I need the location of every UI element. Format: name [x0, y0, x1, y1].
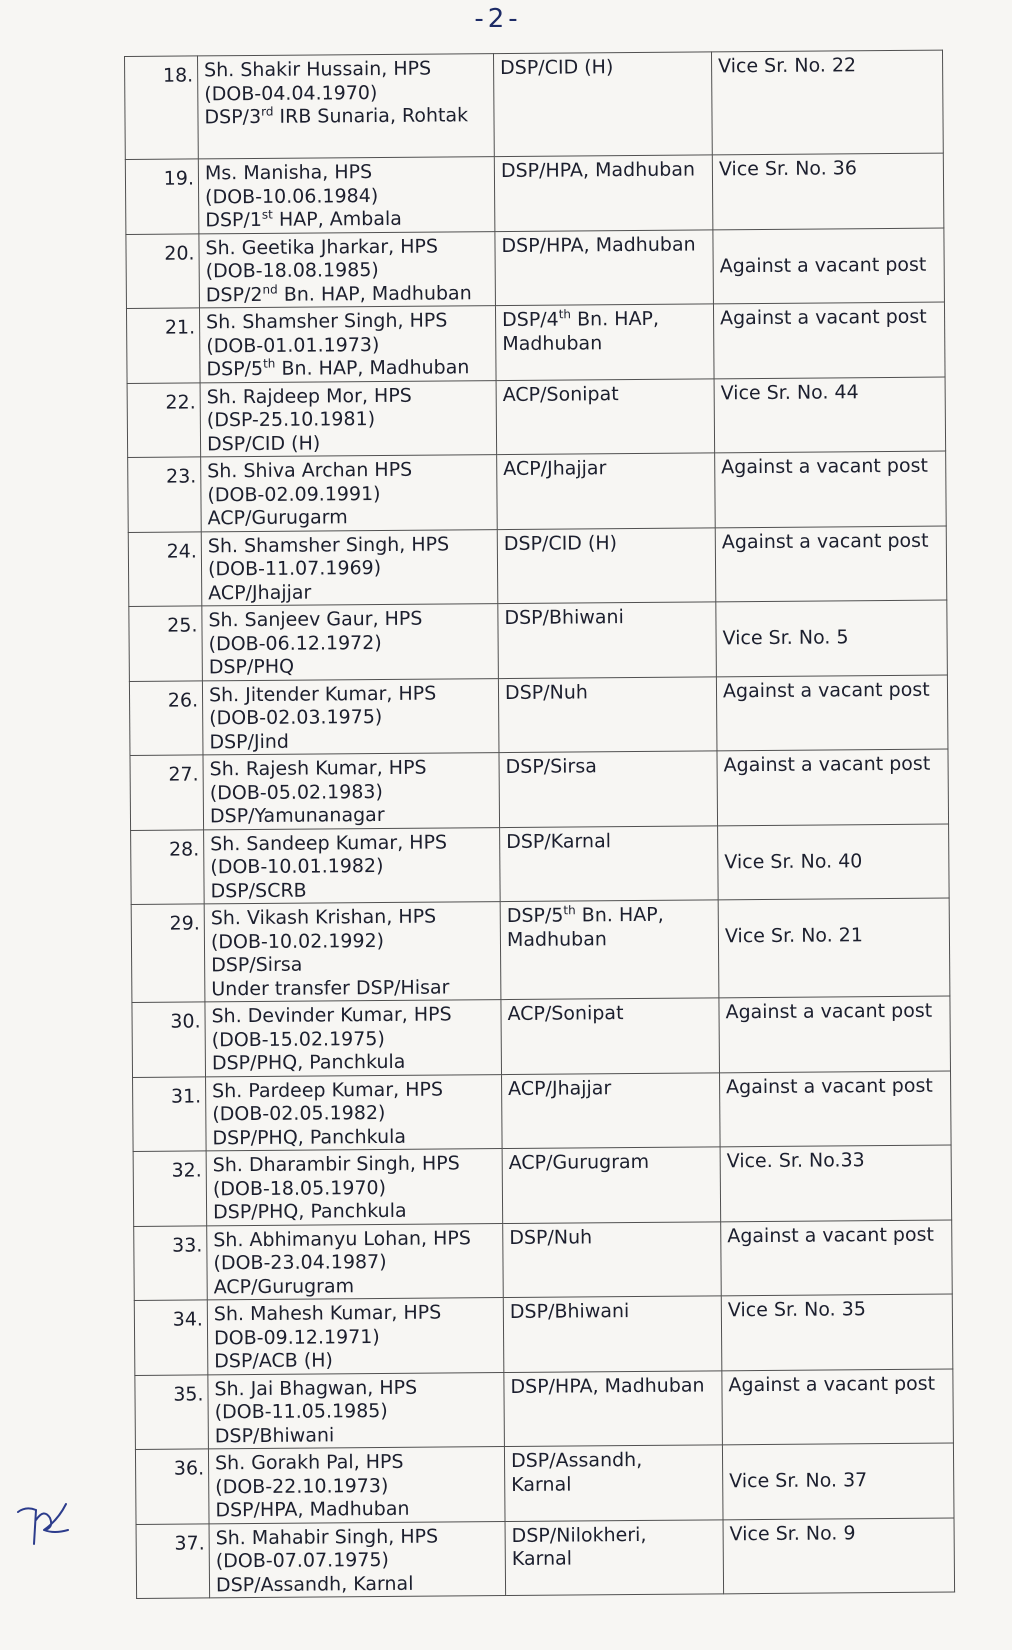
- posting-line: ACP/Jhajjar: [503, 457, 607, 481]
- officer-name: Sh. Geetika Jharkar, HPS: [205, 235, 439, 259]
- posting-line: Karnal: [511, 1473, 572, 1496]
- current-posting: DSP/PHQ: [208, 655, 295, 679]
- remarks: [714, 377, 946, 453]
- officer-details: [199, 306, 496, 383]
- new-posting: [500, 825, 719, 901]
- remarks-text: Against a vacant post: [728, 1372, 936, 1396]
- posting-line: DSP/Bhiwani: [504, 606, 624, 630]
- officer-name: Sh. Shamsher Singh, HPS: [207, 532, 450, 557]
- serial-number: 23.: [128, 457, 202, 532]
- remarks: [713, 228, 945, 304]
- serial-number: 30.: [132, 1002, 206, 1077]
- remarks-text: Vice Sr. No. 36: [718, 157, 858, 181]
- posting-line: DSP/Assandh,: [510, 1448, 643, 1473]
- posting-line: DSP/HPA, Madhuban: [501, 233, 696, 257]
- table-row: [132, 996, 951, 1077]
- posting-line: DSP/Bhiwani: [509, 1300, 630, 1324]
- current-posting: DSP/Yamunanagar: [209, 803, 385, 828]
- remarks: [718, 898, 950, 998]
- current-posting: DSP/2nd Bn. HAP, Madhuban: [205, 281, 472, 306]
- table-row: [126, 228, 945, 309]
- officer-details: [203, 753, 500, 830]
- table-row: [135, 1443, 954, 1524]
- table-row: [131, 898, 950, 1002]
- table-row: [136, 1518, 955, 1599]
- officer-name: Sh. Mahabir Singh, HPS: [215, 1525, 439, 1549]
- officer-dob: (DOB-02.05.1982): [212, 1101, 386, 1126]
- initials-signature: [14, 1500, 74, 1555]
- officer-details: [206, 1149, 503, 1226]
- new-posting: [496, 378, 715, 454]
- current-posting: DSP/SCRB: [210, 879, 307, 902]
- posting-line: Madhuban: [502, 331, 603, 355]
- posting-line: ACP/Sonipat: [507, 1002, 624, 1026]
- table-row: [128, 451, 947, 532]
- current-posting: DSP/Assandh, Karnal: [215, 1572, 414, 1596]
- serial-number: 32.: [133, 1151, 207, 1226]
- new-posting: [495, 229, 714, 305]
- officer-dob: (DOB-05.02.1983): [209, 780, 383, 804]
- officer-dob: (DSP-25.10.1981): [206, 408, 376, 432]
- officer-dob: (DOB-10.06.1984): [205, 184, 379, 208]
- posting-line: DSP/Nuh: [504, 680, 588, 704]
- officer-details: [207, 1223, 504, 1300]
- posting-line: DSP/Karnal: [506, 829, 612, 853]
- remarks-text: Against a vacant post: [727, 1223, 935, 1247]
- officer-name: Sh. Sanjeev Gaur, HPS: [208, 607, 423, 632]
- officer-name: Sh. Rajdeep Mor, HPS: [206, 384, 412, 408]
- remarks: [722, 1443, 954, 1519]
- serial-number: 33.: [134, 1225, 208, 1300]
- remarks: [721, 1220, 953, 1296]
- remarks-text: Vice Sr. No. 44: [720, 380, 859, 404]
- officer-dob: (DOB-06.12.1972): [208, 631, 382, 655]
- officer-dob: (DOB-11.05.1985): [214, 1399, 388, 1424]
- officer-details: [198, 54, 495, 159]
- officer-details: [209, 1521, 506, 1598]
- posting-line: DSP/CID (H): [500, 56, 614, 80]
- serial-number: 21.: [126, 308, 200, 383]
- serial-number: 37.: [136, 1523, 210, 1598]
- new-posting: [505, 1519, 724, 1595]
- officer-details: [202, 604, 499, 681]
- remarks: [715, 451, 947, 527]
- remarks-text: Against a vacant post: [721, 529, 929, 553]
- new-posting: [499, 751, 718, 827]
- new-posting: [498, 602, 717, 678]
- officer-details: [208, 1372, 505, 1449]
- serial-number: 24.: [128, 531, 202, 606]
- new-posting: [501, 998, 720, 1074]
- new-posting: [497, 453, 716, 529]
- officer-name: Sh. Sandeep Kumar, HPS: [210, 830, 448, 855]
- posting-line: DSP/HPA, Madhuban: [510, 1373, 705, 1398]
- remarks: [716, 675, 948, 751]
- remarks-text: Vice Sr. No. 5: [722, 626, 849, 650]
- serial-number: 36.: [135, 1449, 209, 1524]
- serial-number: 22.: [127, 382, 201, 457]
- officer-name: Sh. Abhimanyu Lohan, HPS: [213, 1226, 471, 1251]
- officer-name: Sh. Shakir Hussain, HPS: [204, 57, 432, 82]
- officer-dob: (DOB-02.03.1975): [209, 705, 383, 730]
- officer-name: Sh. Jai Bhagwan, HPS: [214, 1376, 418, 1400]
- officer-name: Sh. Jitender Kumar, HPS: [208, 682, 437, 706]
- remarks: [717, 749, 949, 825]
- serial-number: 20.: [126, 233, 200, 308]
- remarks: [720, 1071, 952, 1147]
- serial-number: 35.: [135, 1374, 209, 1449]
- table-row: [126, 302, 945, 383]
- remarks: [722, 1369, 954, 1445]
- officer-details: [206, 1074, 503, 1151]
- remarks-text: Against a vacant post: [719, 253, 927, 277]
- current-posting: ACP/Jhajjar: [208, 581, 312, 604]
- remarks-text: Vice Sr. No. 37: [729, 1469, 868, 1493]
- officer-dob: (DOB-18.08.1985): [205, 259, 379, 283]
- posting-line: DSP/HPA, Madhuban: [500, 158, 696, 183]
- officer-details: [201, 455, 498, 532]
- officer-details: [204, 902, 501, 1002]
- new-posting: [504, 1370, 723, 1446]
- remarks: [716, 600, 948, 676]
- serial-number: 26.: [129, 680, 203, 755]
- current-posting: DSP/HPA, Madhuban: [215, 1497, 410, 1522]
- officer-details: [205, 1000, 502, 1077]
- officer-dob: (DOB-04.04.1970): [204, 81, 378, 105]
- remarks: [712, 153, 944, 229]
- page-number: -2-: [474, 4, 522, 34]
- serial-number: 19.: [125, 159, 199, 234]
- remarks-text: Against a vacant post: [721, 454, 928, 479]
- current-posting: DSP/3rd IRB Sunaria, Rohtak: [204, 104, 469, 129]
- remarks-text: Vice Sr. No. 35: [727, 1298, 866, 1322]
- officer-name: Ms. Manisha, HPS: [204, 161, 373, 185]
- remarks: [715, 526, 947, 602]
- remarks: [718, 824, 950, 900]
- new-posting: [493, 52, 712, 157]
- remarks-text: Vice Sr. No. 22: [718, 54, 857, 78]
- transfer-orders-table: [124, 50, 955, 1599]
- serial-number: 18.: [125, 56, 199, 160]
- officer-name: Sh. Dharambir Singh, HPS: [212, 1152, 460, 1177]
- current-posting: DSP/1st HAP, Ambala: [205, 207, 402, 232]
- remarks-text: Vice Sr. No. 9: [729, 1521, 856, 1545]
- serial-number: 29.: [131, 904, 205, 1003]
- officer-details: [201, 529, 498, 606]
- transfer-note: Under transfer DSP/Hisar: [211, 975, 450, 1000]
- posting-line: DSP/Sirsa: [505, 755, 597, 779]
- officer-dob: (DOB-11.07.1969): [207, 556, 382, 581]
- officer-name: Sh. Mahesh Kumar, HPS: [213, 1301, 442, 1326]
- remarks-text: Vice Sr. No. 21: [724, 924, 864, 948]
- new-posting: [498, 676, 717, 752]
- remarks: [711, 50, 943, 155]
- remarks-text: Against a vacant post: [723, 752, 931, 777]
- new-posting: [494, 155, 713, 231]
- posting-line: ACP/Jhajjar: [508, 1076, 612, 1100]
- officer-name: Sh. Shiva Archan HPS: [207, 458, 413, 483]
- posting-line: ACP/Gurugram: [508, 1150, 650, 1175]
- officer-dob: (DOB-15.02.1975): [211, 1027, 385, 1051]
- remarks: [721, 1294, 953, 1370]
- current-posting: DSP/PHQ, Panchkula: [211, 1050, 406, 1075]
- remarks-text: Vice Sr. No. 40: [724, 849, 863, 873]
- table-row: [129, 600, 948, 681]
- table-row: [129, 675, 948, 756]
- current-posting: DSP/Sirsa: [211, 953, 303, 977]
- posting-line: ACP/Sonipat: [502, 382, 619, 406]
- remarks-text: Against a vacant post: [725, 999, 933, 1024]
- remarks: [720, 1145, 952, 1221]
- current-posting: DSP/CID (H): [206, 431, 321, 455]
- officer-name: Sh. Pardeep Kumar, HPS: [212, 1078, 444, 1102]
- table-row: [125, 153, 944, 234]
- officer-details: [198, 157, 495, 234]
- officer-details: [200, 380, 497, 457]
- officer-dob: (DOB-22.10.1973): [215, 1474, 389, 1498]
- table-row: [134, 1294, 953, 1375]
- new-posting: [502, 1072, 721, 1148]
- remarks-text: Against a vacant post: [719, 305, 927, 330]
- officer-dob: (DOB-10.01.1982): [210, 854, 384, 879]
- posting-line: DSP/5th Bn. HAP,: [506, 903, 664, 928]
- table-row: [134, 1220, 953, 1301]
- current-posting: DSP/PHQ, Panchkula: [212, 1125, 407, 1149]
- table-row: [133, 1145, 952, 1226]
- current-posting: DSP/Jind: [209, 730, 290, 753]
- new-posting: [502, 1147, 721, 1223]
- remarks: [723, 1518, 955, 1594]
- table-row: [125, 50, 944, 159]
- officer-dob: (DOB-02.09.1991): [207, 482, 381, 506]
- table-row: [127, 377, 946, 458]
- new-posting: [504, 1445, 723, 1521]
- officer-details: [207, 1298, 504, 1375]
- serial-number: 34.: [134, 1300, 208, 1375]
- posting-line: DSP/Nuh: [509, 1225, 593, 1249]
- officer-dob: (DOB-01.01.1973): [206, 333, 380, 357]
- officer-details: [204, 827, 501, 904]
- table-row: [128, 526, 947, 607]
- posting-line: DSP/Nilokheri,: [511, 1523, 647, 1547]
- table-row: [133, 1071, 952, 1152]
- remarks: [713, 302, 945, 378]
- officer-name: Sh. Shamsher Singh, HPS: [206, 309, 448, 334]
- table-row: [130, 749, 949, 830]
- officer-details: [199, 231, 496, 308]
- remarks-text: Vice. Sr. No.33: [726, 1149, 865, 1173]
- officer-name: Sh. Devinder Kumar, HPS: [211, 1003, 452, 1028]
- current-posting: DSP/PHQ, Panchkula: [212, 1199, 407, 1224]
- new-posting: [495, 304, 714, 380]
- posting-line: Madhuban: [506, 927, 607, 951]
- serial-number: 25.: [129, 606, 203, 681]
- new-posting: [503, 1296, 722, 1372]
- remarks-text: Against a vacant post: [722, 678, 930, 702]
- officer-name: Sh. Vikash Krishan, HPS: [210, 905, 437, 930]
- serial-number: 31.: [133, 1076, 207, 1151]
- officer-details: [208, 1447, 505, 1524]
- new-posting: [503, 1221, 722, 1297]
- remarks-text: Against a vacant post: [726, 1074, 933, 1098]
- current-posting: ACP/Gurugram: [213, 1274, 355, 1298]
- current-posting: DSP/Bhiwani: [214, 1423, 335, 1447]
- current-posting: DSP/ACB (H): [214, 1349, 334, 1373]
- officer-name: Sh. Gorakh Pal, HPS: [214, 1450, 404, 1475]
- new-posting: [500, 900, 719, 1000]
- officer-dob: (DOB-10.02.1992): [210, 929, 385, 953]
- officer-dob: (DOB-18.05.1970): [212, 1176, 387, 1200]
- serial-number: 28.: [131, 829, 205, 904]
- table-row: [135, 1369, 954, 1450]
- posting-line: Karnal: [511, 1547, 573, 1571]
- officer-name: Sh. Rajesh Kumar, HPS: [209, 756, 427, 781]
- table-row: [131, 824, 950, 905]
- current-posting: ACP/Gurugarm: [207, 506, 348, 530]
- officer-dob: (DOB-23.04.1987): [213, 1250, 387, 1275]
- posting-line: DSP/4th Bn. HAP,: [501, 307, 660, 332]
- officer-dob: (DOB-07.07.1975): [215, 1548, 390, 1573]
- remarks: [719, 996, 951, 1072]
- current-posting: DSP/5th Bn. HAP, Madhuban: [206, 356, 470, 381]
- officer-details: [202, 678, 499, 755]
- officer-dob: DOB-09.12.1971): [213, 1325, 380, 1349]
- new-posting: [497, 527, 716, 603]
- posting-line: DSP/CID (H): [503, 531, 618, 555]
- serial-number: 27.: [130, 755, 204, 830]
